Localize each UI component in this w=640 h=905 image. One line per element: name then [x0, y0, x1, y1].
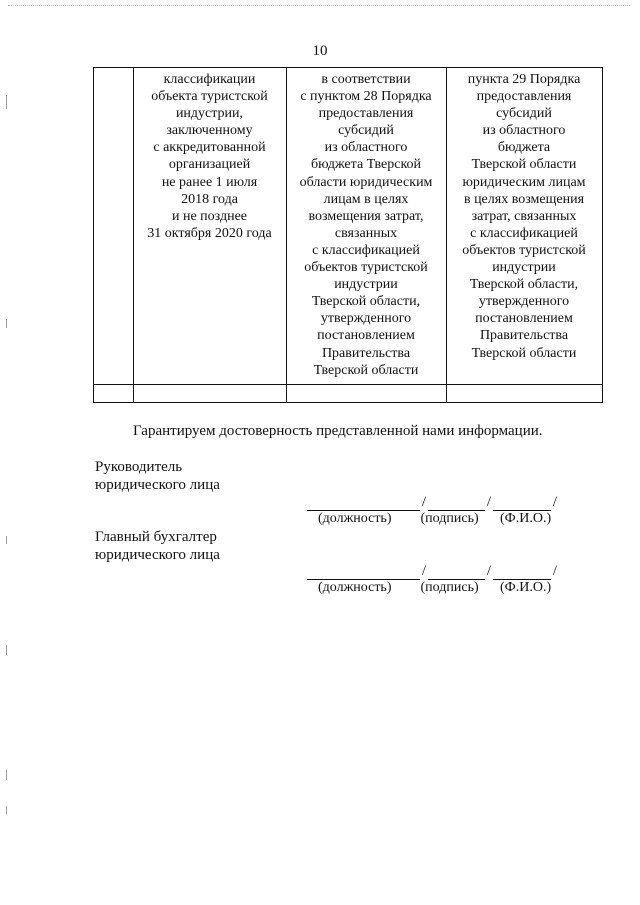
cell-text-line: затрат, связанных [471, 208, 577, 224]
cell-text-line: Тверской области, [311, 294, 421, 310]
requirements-table [93, 67, 603, 403]
caption-full-name: (Ф.И.О.) [500, 580, 552, 595]
cell-text-line: индустрии, [175, 106, 244, 122]
scan-edge-mark [6, 319, 7, 328]
guarantee-statement: Гарантируем достоверность представленной нами информации. [133, 423, 543, 439]
separator-slash: / [552, 494, 558, 510]
cell-text-line: субсидий [496, 106, 552, 122]
scan-edge-mark [6, 645, 7, 655]
caption-position: (должность) [318, 580, 392, 595]
cell-text-line: бюджета Тверской [310, 157, 422, 173]
cell-text-line: и не позднее [171, 208, 247, 224]
scan-edge-mark [6, 770, 7, 780]
separator-slash: / [421, 563, 427, 579]
signature-line-accountant [307, 562, 559, 580]
cell-text-line: с аккредитованной [153, 140, 266, 156]
table-left-border [93, 67, 94, 403]
cell-text-line: Тверской области, [469, 277, 579, 293]
cell-text-line: Тверской области [471, 345, 577, 361]
cell-text-line: в соответствии [321, 72, 411, 87]
separator-slash: / [486, 494, 492, 510]
cell-text-line: с классификацией [470, 225, 578, 241]
cell-text-line: Правительства [321, 345, 411, 361]
position-blank [307, 494, 420, 511]
cell-text-line: постановлением [317, 328, 415, 344]
cell-text-line: 31 октября 2020 года [147, 225, 272, 241]
cell-text-line: с пунктом 28 Порядка [300, 89, 432, 105]
cell-text-line: области юридическим [299, 174, 433, 190]
cell-text-line: индустрии [334, 277, 398, 293]
signatory-head-label [95, 458, 220, 494]
signatory-title-line: юридического лица [95, 547, 220, 563]
cell-text-line: не ранее 1 июля [161, 174, 258, 190]
name-blank [493, 563, 551, 580]
name-blank [493, 494, 551, 511]
signatory-accountant-label [95, 528, 220, 564]
cell-text-line: заключенному [166, 123, 253, 139]
scan-edge-mark [6, 806, 7, 814]
cell-text-line: постановлением [475, 311, 573, 327]
signature-line-head [307, 493, 559, 511]
cell-text-line: юридическим лицам [462, 174, 586, 190]
cell-text-line: утвержденного [478, 294, 570, 310]
cell-text-line: объекта туристской [151, 89, 268, 105]
table-cell-classification [133, 71, 286, 242]
table-cell-point-28 [286, 71, 446, 379]
cell-text-line: классификации [163, 72, 256, 87]
table-inner-row-border [93, 384, 603, 385]
cell-text-line: пункта 29 Порядка [467, 72, 581, 87]
scan-edge-mark [6, 536, 7, 544]
signatory-title-line: Главный бухгалтер [95, 529, 217, 545]
signature-captions-accountant [318, 580, 551, 596]
cell-text-line: объектов туристской [462, 242, 586, 258]
scan-top-edge [8, 5, 630, 6]
caption-position: (должность) [318, 511, 392, 526]
signatory-title-line: юридического лица [95, 477, 220, 493]
cell-text-line: предоставления [476, 89, 572, 105]
cell-text-line: Тверской области [313, 362, 419, 378]
position-blank [307, 563, 420, 580]
cell-text-line: бюджета [497, 140, 551, 156]
table-bottom-border [93, 402, 603, 403]
cell-text-line: Правительства [479, 328, 569, 344]
cell-text-line: объектов туристской [304, 260, 428, 276]
scan-edge-mark [6, 95, 7, 109]
table-cell-point-29 [446, 71, 602, 362]
cell-text-line: из областного [482, 123, 566, 139]
cell-text-line: 2018 года [181, 191, 238, 207]
cell-text-line: организацией [168, 157, 251, 173]
cell-text-line: из областного [324, 140, 408, 156]
caption-full-name: (Ф.И.О.) [500, 511, 552, 526]
page-number: 10 [312, 43, 328, 59]
caption-signature: (подпись) [420, 511, 479, 526]
cell-text-line: утвержденного [320, 311, 412, 327]
cell-text-line: с классификацией [312, 242, 420, 258]
cell-text-line: возмещения затрат, [308, 208, 424, 224]
signature-blank [428, 494, 485, 511]
separator-slash: / [486, 563, 492, 579]
table-right-border [602, 67, 603, 403]
signature-blank [428, 563, 485, 580]
cell-text-line: связанных [334, 225, 398, 241]
separator-slash: / [421, 494, 427, 510]
caption-signature: (подпись) [420, 580, 479, 595]
table-top-border [93, 67, 603, 68]
cell-text-line: индустрии [492, 260, 556, 276]
cell-text-line: в целях возмещения [463, 191, 585, 207]
signature-captions-head [318, 511, 551, 527]
signatory-title-line: Руководитель [95, 459, 183, 475]
cell-text-line: Тверской области [471, 157, 577, 173]
cell-text-line: субсидий [338, 123, 394, 139]
cell-text-line: предоставления [318, 106, 414, 122]
cell-text-line: лицам в целях [323, 191, 409, 207]
separator-slash: / [552, 563, 558, 579]
